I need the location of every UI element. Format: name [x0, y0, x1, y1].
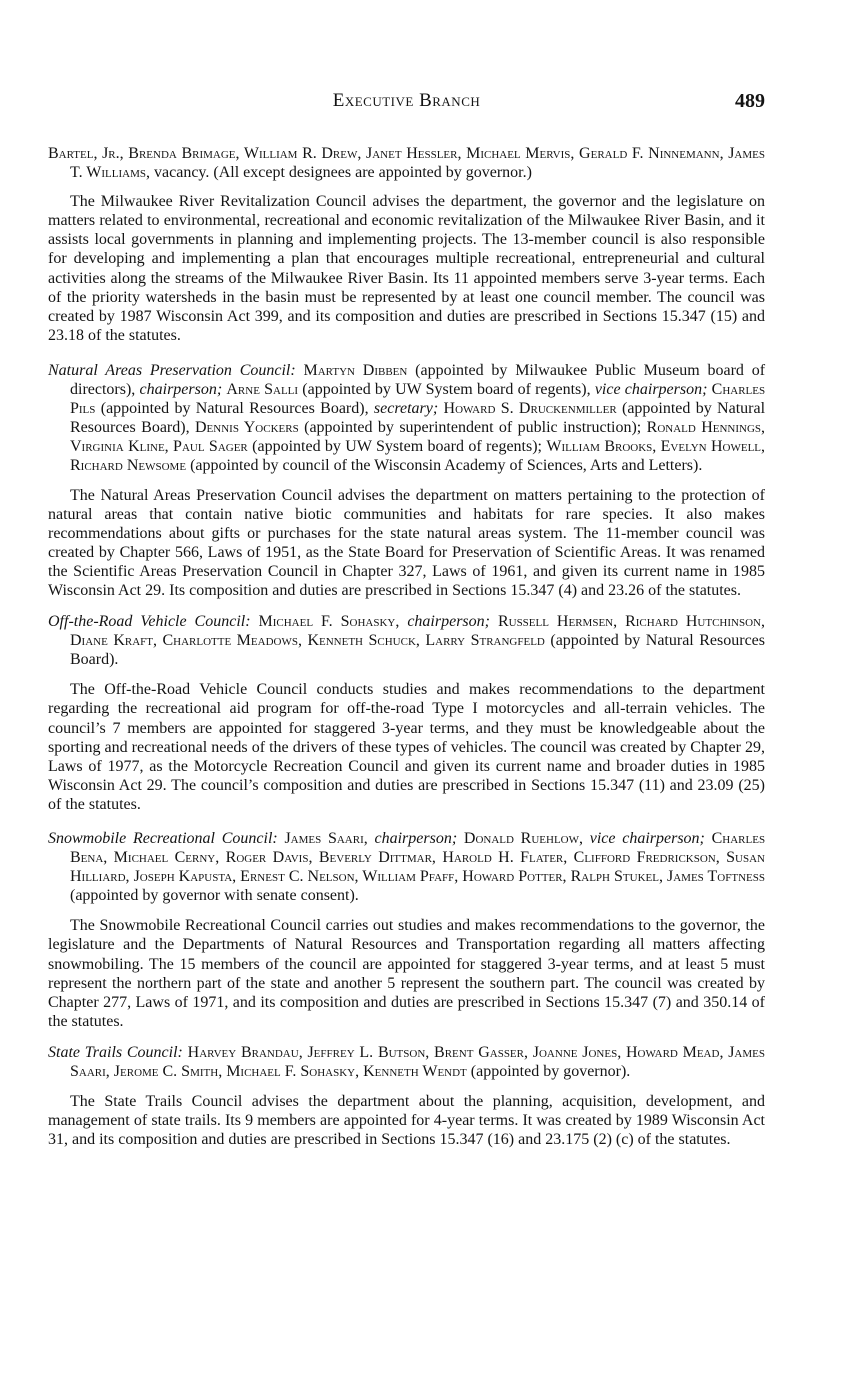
- member-role: chairperson;: [407, 613, 490, 631]
- appointment-note: (appointed by Natural Resources Board),: [100, 400, 369, 418]
- member-name: Howard S. Druckenmiller: [443, 400, 617, 418]
- member-name: Donald Ruehlow,: [463, 830, 583, 847]
- member-names: William Brooks, Evelyn Howell, Richard Newsome: [70, 438, 766, 475]
- roster-note: vacancy. (All except designees are appointed by governor.): [154, 164, 532, 182]
- appointment-note: (appointed by Milwaukee Public Museum board of directors),: [70, 361, 766, 399]
- council-name: Off-the-Road Vehicle Council:: [48, 613, 251, 631]
- appointment-note: (appointed by council of the Wisconsin Academy of Sciences, Arts and Letters).: [190, 457, 703, 475]
- natural-areas-council-description: The Natural Areas Preservation Council advises the department on matters pertaining to the protection of natural areas that contain native biotic communities and habitats for rare species. It also makes recommendations about gifts or purchases for the state natural areas system. The 11-member council was created by Chapter 566, Laws of 1951, as the State Board for Preservation of Scientific Areas. It was renamed the Scientific Areas Preservation Council in Chapter 327, Laws of 1961, and given its current name in 1985 Wisconsin Act 29. Its composition and duties are prescribed in Sections 15.347 (4) and 23.26 of the statutes.: [48, 486, 765, 599]
- snowmobile-roster-paragraph: [48, 829, 765, 905]
- offroad-council-description: The Off-the-Road Vehicle Council conducts studies and makes recommendations to the department regarding the recreational aid program for off-the-road Type I motorcycles and all-terrain vehicles. The council’s 7 members are appointed for staggered 3-year terms, and they must be knowledgeable about the sporting and recreational needs of the drivers of these types of vehicles. The council was created by Chapter 29, Laws of 1977, as the Motorcycle Recreation Council and given its current name and broader duties in 1985 Wisconsin Act 29. The council’s composition and duties are prescribed in Sections 15.347 (11) and 23.09 (25) of the statutes.: [48, 681, 765, 813]
- member-names: Harvey Brandau, Jeffrey L. Butson, Brent Gasser, Joanne Jones, Howard Mead, James Saari, Jerome C. Smith, Michael F. Sohasky, Kenneth Wendt: [70, 1043, 765, 1081]
- member-name: Arne Salli: [226, 381, 299, 399]
- appointment-note: (appointed by governor with senate consent).: [70, 887, 359, 905]
- appointment-note: (appointed by Natural Resources Board),: [70, 400, 766, 437]
- member-name: Dennis Yockers: [195, 419, 299, 437]
- appointment-note: (appointed by governor).: [470, 1063, 631, 1081]
- state-trails-roster-paragraph: [48, 1043, 765, 1081]
- council-name: Natural Areas Preservation Council:: [48, 361, 296, 379]
- member-name: Charles Pils: [70, 381, 766, 418]
- member-role: vice chairperson;: [589, 830, 705, 847]
- member-name: Michael F. Sohasky,: [258, 613, 400, 631]
- milwaukee-council-description: The Milwaukee River Revitalization Council advises the department, the governor and the legislature on matters related to environmental, recreational and economic revitalization of the Milwaukee River Basin, and it assists local governments in planning and implementing projects. The 13-member council is also responsible for developing and implementing a plan that encourages multiple recreational, entrepreneurial and cultural activities along the streams of the Milwaukee River Basin. Its 11 appointed members serve 3-year terms. Each of the priority watersheds in the basin must be represented by at least one council member. The council was created by 1987 Wisconsin Act 399, and its composition and duties are prescribed in Sections 15.347 (15) and 23.18 of the statutes.: [48, 193, 765, 344]
- offroad-roster-paragraph: [48, 612, 765, 669]
- member-names: Russell Hermsen, Richard Hutchinson, Diane Kraft, Charlotte Meadows, Kenneth Schuck, Larry Strangfeld: [70, 613, 765, 650]
- member-names: Bartel, Jr., Brenda Brimage, William R. Drew, Janet Hessler, Michael Mervis, Gerald F. Ninnemann, James T. Williams,: [48, 145, 765, 182]
- natural-areas-roster-paragraph: [48, 361, 765, 476]
- intro-roster-paragraph: [48, 144, 765, 182]
- member-role: vice chairperson;: [594, 381, 708, 399]
- running-header: [48, 90, 765, 118]
- member-role: chairperson;: [374, 830, 458, 847]
- header-title: Executive Branch: [332, 90, 481, 111]
- state-trails-council-description: The State Trails Council advises the department about the planning, acquisition, development, and management of state trails. Its 9 members are appointed for 4-year terms. It was created by 1989 Wisconsin Act 31, and its composition and duties are prescribed in Sections 15.347 (16) and 23.175 (2) (c) of the statutes.: [48, 1093, 765, 1149]
- appointment-note: (appointed by UW System board of regents),: [302, 381, 591, 399]
- member-names: Charles Bena, Michael Cerny, Roger Davis, Beverly Dittmar, Harold H. Flater, Clifford Fredrickson, Susan Hilliard, Joseph Kapusta, Ernest C. Nelson, William Pfaff, Howard Potter, Ralph Stukel, James Toftness: [70, 830, 766, 886]
- member-name: Martyn Dibben: [303, 361, 408, 379]
- council-name: State Trails Council:: [48, 1043, 183, 1061]
- page-number: 489: [735, 90, 765, 112]
- member-role: secretary;: [373, 400, 439, 418]
- appointment-note: (appointed by superintendent of public instruction);: [304, 419, 642, 437]
- snowmobile-council-description: The Snowmobile Recreational Council carries out studies and makes recommendations to the governor, the legislature and the Departments of Natural Resources and Transportation regarding all matters affecting snowmobiling. The 15 members of the council are appointed for staggered 3-year terms, and at least 5 must represent the northern part of the state and another 5 represent the southern part. The council was created by Chapter 277, Laws of 1971, and its composition and duties are prescribed in Sections 15.347 (7) and 350.14 of the statutes.: [48, 917, 765, 1030]
- document-body: [48, 144, 765, 1149]
- council-name: Snowmobile Recreational Council:: [48, 830, 278, 847]
- member-name: James Saari,: [284, 830, 368, 847]
- appointment-note: (appointed by Natural Resources Board).: [70, 632, 765, 669]
- member-names: Ronald Hennings, Virginia Kline, Paul Sager: [70, 419, 766, 456]
- appointment-note: (appointed by UW System board of regents);: [252, 438, 542, 456]
- member-role: chairperson;: [139, 381, 223, 399]
